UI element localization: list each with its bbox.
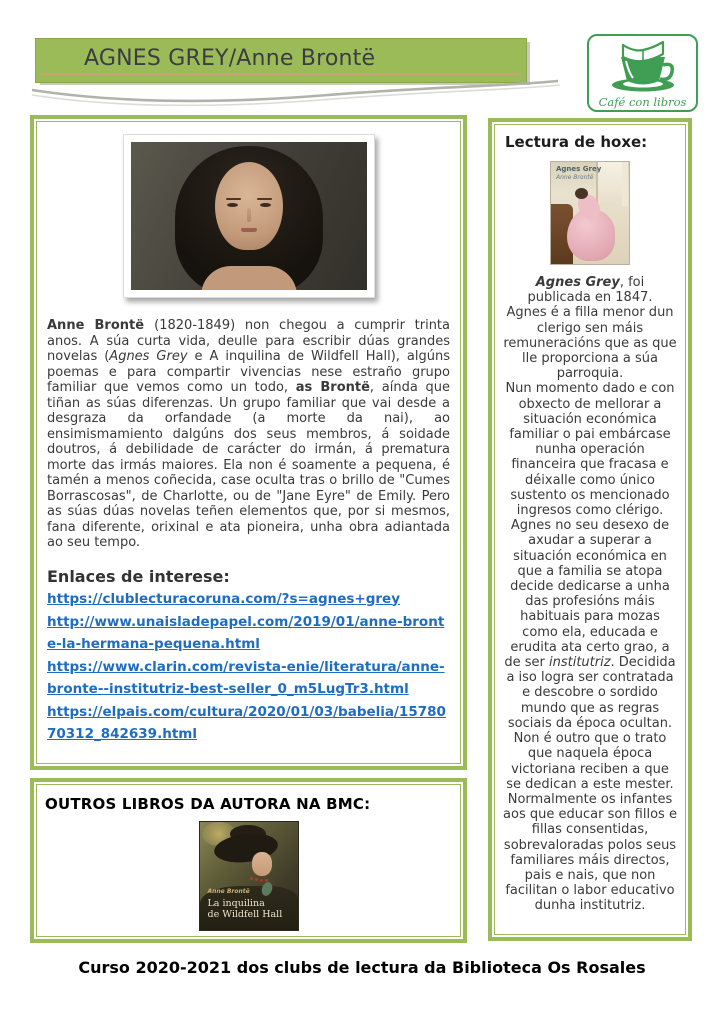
link-unaisladepapel[interactable]: http://www.unaisladepapel.com/2019/01/anne-bronte-la-hermana-pequena.html xyxy=(47,614,445,652)
reading-paragraph-1: Agnes é a filla menor dun clerigo sen máis remuneracións que as que lle proporciona a súa parroquia. xyxy=(503,305,677,382)
title-banner xyxy=(35,38,527,83)
banner-underline xyxy=(41,73,521,75)
anne-bronte-portrait xyxy=(123,134,375,298)
cover-title xyxy=(208,898,283,920)
page-title: AGNES GREY/Anne Brontë xyxy=(84,46,376,71)
cover-title-line1: La inquilina xyxy=(207,898,265,909)
agnes-grey-book-cover xyxy=(550,161,630,265)
cafe-con-libros-logo xyxy=(587,34,698,112)
links-list xyxy=(47,589,450,746)
cover-author-name: Anne Brontë xyxy=(207,888,250,895)
other-books-box-inner xyxy=(36,784,461,937)
portrait-brow-right xyxy=(257,198,272,200)
reading-paragraph-3: Agnes no seu desexo de axudar a superar a situación económica en que a familia se atopa decide dedicarse a unha das profesións máis habituais para mozas como ela, educada e erudita ata certo grao, a de ser institutriz. Decidida a iso logra ser contratada e descobre o sordido mundo que as regras sociais da época ocultan. Non é outro que o trato que naquela época victoriana reciben a que se dedican a este mester. Normalmente os infantes aos que educar son fillos e fillas consentidas, sobrevaloradas polos seus familiares máis directos, pais e nais, que non facilitan o labor educativo dunha institutriz. xyxy=(503,518,677,914)
reading-box xyxy=(488,118,692,941)
footer-text: Curso 2020-2021 dos clubs de lectura da Biblioteca Os Rosales xyxy=(78,958,646,977)
cover-title-line2: de Wildfell Hall xyxy=(207,909,283,920)
reading-paragraph-2: Nun momento dado e con obxecto de mellorar a situación económica familiar o pai embárcase nunha operación financeira que fracasa e déixalle como único sustento os mencionado ingresos como clérigo. xyxy=(505,381,675,519)
cover-head xyxy=(575,188,588,199)
author-box xyxy=(30,115,467,770)
link-clarin[interactable]: https://www.clarin.com/revista-enie/literatura/anne-bronte--institutriz-best-seller_0_m5LugTr3.html xyxy=(47,659,445,697)
author-box-inner xyxy=(36,121,461,764)
wildfell-hall-book-cover xyxy=(199,821,299,931)
banner-wave-decoration xyxy=(28,78,563,106)
portrait-brow-left xyxy=(226,198,241,200)
portrait-painting xyxy=(131,142,367,290)
link-clublecturacoruna[interactable]: https://clublecturacoruna.com/?s=agnes+grey xyxy=(47,590,401,607)
logo-caption: Café con libros xyxy=(598,95,687,109)
portrait-eye-left xyxy=(227,203,238,207)
portrait-mouth xyxy=(241,228,257,232)
other-books-box xyxy=(30,778,467,943)
reading-intro: Agnes Grey, foi publicada en 1847. xyxy=(527,275,653,306)
cover-necklace xyxy=(250,877,253,880)
reading-heading: Lectura de hoxe: xyxy=(505,133,648,151)
cover-child-face xyxy=(252,852,272,876)
reading-description xyxy=(503,275,677,914)
reading-box-inner xyxy=(494,124,686,935)
cover-title: Agnes Grey xyxy=(556,165,602,173)
portrait-eye-right xyxy=(260,203,271,207)
other-books-heading: OUTROS LIBROS DA AUTORA NA BMC: xyxy=(45,795,371,813)
cover-author-name: Anne Brontë xyxy=(556,174,594,181)
link-elpais[interactable]: https://elpais.com/cultura/2020/01/03/babelia/1578070312_842639.html xyxy=(47,704,446,742)
portrait-face xyxy=(215,162,283,250)
portrait-nose xyxy=(247,208,251,222)
portrait-chest xyxy=(201,266,297,290)
links-heading: Enlaces de interese: xyxy=(47,566,230,586)
coffee-cup-book-icon xyxy=(593,39,693,93)
author-biography: Anne Brontë (1820-1849) non chegou a cumprir trinta anos. A súa curta vida, deulle para escribir dúas grandes novelas (Agnes Grey e A inquilina de Wildfell Hall), algúns poemas e para compartir vivencias nese estraño grupo familiar que vemos como un todo, as Brontë, aínda que tiñan as súas diferenzas. Un grupo familiar que vai desde a desgraza da orfandade (a morte da nai), ao ensimismamiento dalgúns dos seus membros, á soidade doutros, á debilidade de carácter do irmán, á prematura morte das irmás maiores. Ela non é soamente a pequena, é tamén a menos coñecida, case oculta tras o brillo de "Cumes Borrascosas", de Charlotte, ou de "Jane Eyre" de Emily. Pero as súas dúas novelas teñen elementos que, por si mesmos, fana diferente, orixinal e ata pioneira, unha obra adiantada ao seu tempo. xyxy=(47,318,450,550)
